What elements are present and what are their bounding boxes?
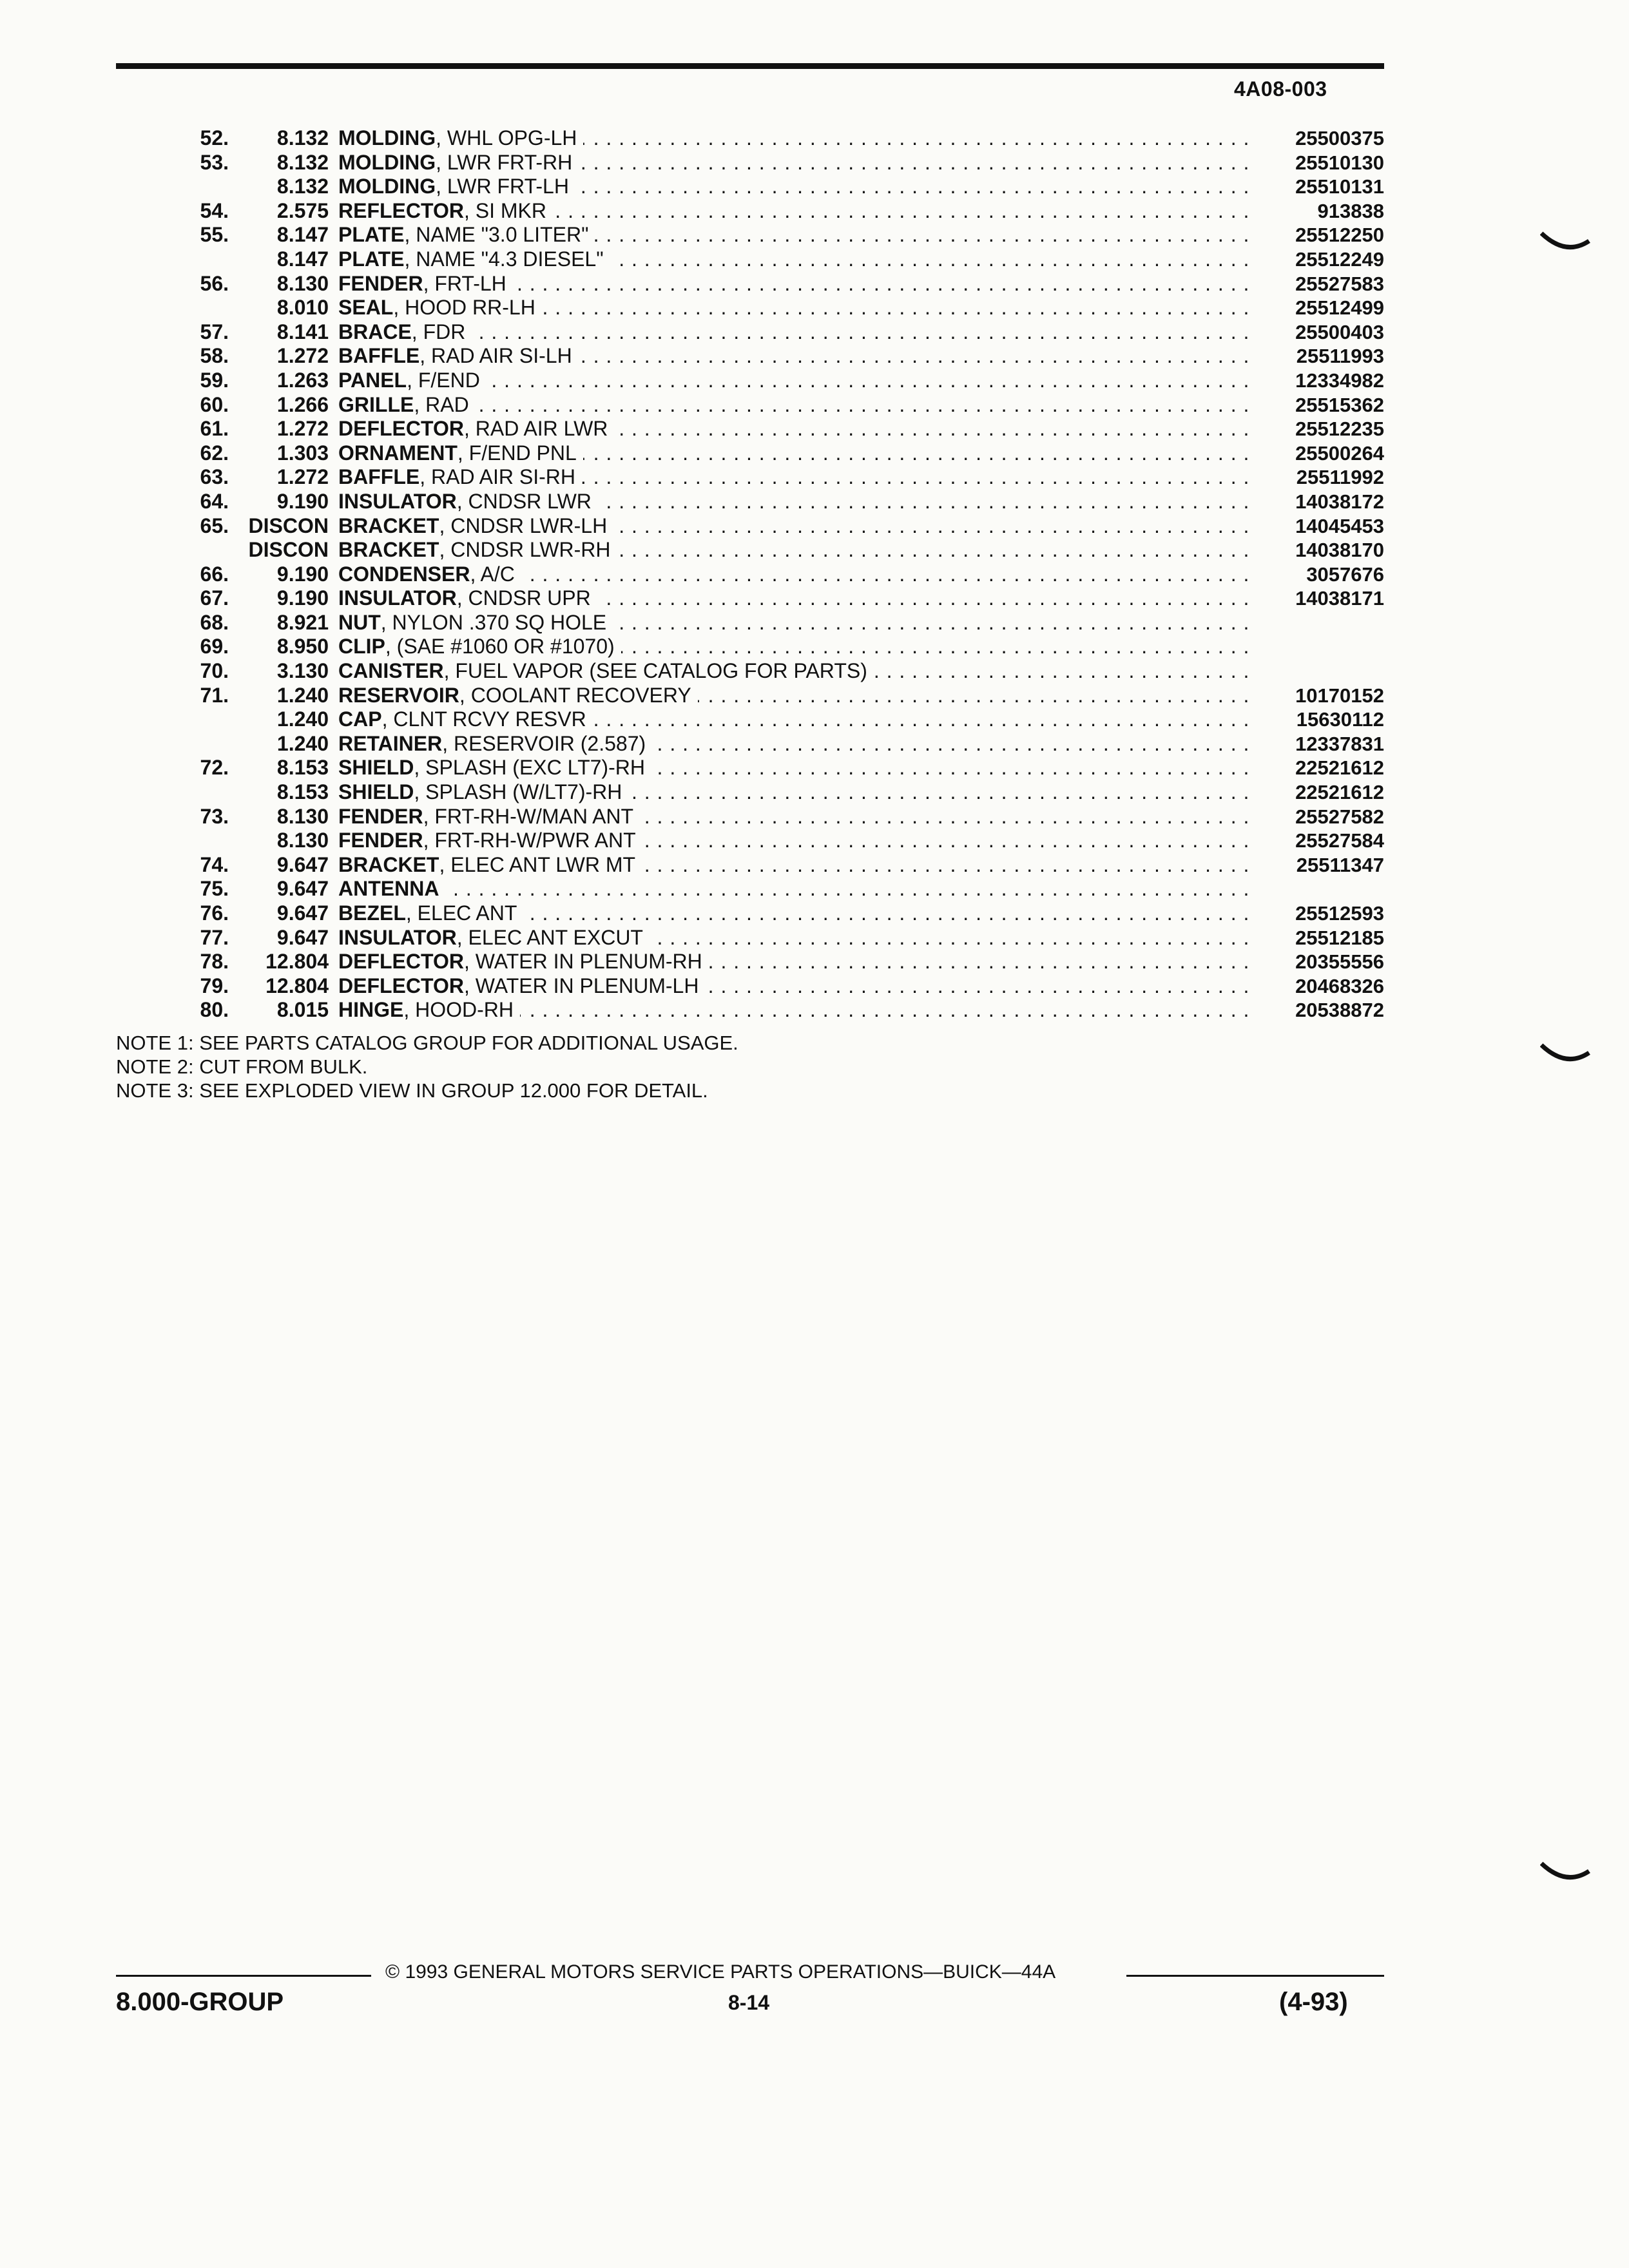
part-number: 25527583 xyxy=(1295,272,1384,295)
revision-date: (4-93) xyxy=(1279,1988,1348,2016)
part-modifier: , CNDSR LWR xyxy=(456,489,592,513)
part-description xyxy=(338,247,1248,272)
part-noun: CONDENSER xyxy=(338,562,470,586)
part-modifier: , HOOD RR-LH xyxy=(393,296,535,320)
part-number: 12337831 xyxy=(1295,732,1384,755)
group-number: 8.132 xyxy=(276,126,329,149)
footer-rule-left xyxy=(116,1975,371,1977)
item-number: 52. xyxy=(200,126,229,149)
part-description xyxy=(338,514,1248,539)
part-modifier: , CLNT RCVY RESVR xyxy=(381,707,586,731)
part-noun: MOLDING xyxy=(338,126,436,149)
part-number: 25512499 xyxy=(1295,296,1384,320)
group-number: 1.272 xyxy=(276,417,329,441)
top-rule xyxy=(116,63,1384,69)
group-number: 12.804 xyxy=(265,974,329,997)
item-number: 61. xyxy=(200,417,229,441)
part-noun: INSULATOR xyxy=(338,489,457,513)
part-description xyxy=(338,926,1248,950)
item-number: 57. xyxy=(200,320,229,343)
part-description xyxy=(338,586,1248,611)
item-number: 68. xyxy=(200,610,229,634)
item-number: 64. xyxy=(200,489,229,513)
group-label: 8.000-GROUP xyxy=(116,1988,284,2016)
part-description xyxy=(338,732,1248,756)
part-description xyxy=(338,393,1248,418)
part-modifier: , NYLON .370 SQ HOLE xyxy=(380,610,607,634)
part-noun: PANEL xyxy=(338,368,407,392)
item-number: 55. xyxy=(200,223,229,247)
part-noun: BRACKET xyxy=(338,514,439,537)
part-noun: FENDER xyxy=(338,804,423,828)
group-number: 1.263 xyxy=(276,368,329,392)
group-number: 9.190 xyxy=(276,489,329,513)
group-number: 8.153 xyxy=(276,756,329,780)
table-row xyxy=(116,926,1384,950)
part-description xyxy=(338,780,1248,805)
part-number: 14038170 xyxy=(1295,539,1384,562)
part-modifier: , ELEC ANT EXCUT xyxy=(456,925,643,949)
part-noun: SHIELD xyxy=(338,756,414,780)
part-noun: ANTENNA xyxy=(338,877,439,901)
part-modifier: , FDR xyxy=(411,320,466,343)
part-number: 25500264 xyxy=(1295,441,1384,465)
group-number: 9.647 xyxy=(276,901,329,925)
part-number: 25527582 xyxy=(1295,805,1384,828)
part-noun: CLIP xyxy=(338,635,385,658)
part-noun: BEZEL xyxy=(338,901,406,925)
part-number: 25527584 xyxy=(1295,829,1384,852)
part-description xyxy=(338,659,1248,684)
item-number: 58. xyxy=(200,344,229,368)
page-number: 8-14 xyxy=(728,1991,770,2014)
part-noun: CANISTER xyxy=(338,659,444,683)
group-number: DISCON xyxy=(248,538,329,562)
part-noun: BRACE xyxy=(338,320,412,343)
item-number: 73. xyxy=(200,804,229,828)
note-line: NOTE 2: CUT FROM BULK. xyxy=(116,1055,368,1078)
part-modifier: , COOLANT RECOVERY xyxy=(459,683,691,707)
table-row xyxy=(116,586,1384,611)
part-number: 14038171 xyxy=(1295,587,1384,610)
group-number: 8.130 xyxy=(276,829,329,852)
item-number: 67. xyxy=(200,586,229,610)
part-description xyxy=(338,465,1248,490)
punch-mark xyxy=(1540,1856,1592,1888)
part-noun: FENDER xyxy=(338,271,423,295)
group-number: 1.266 xyxy=(276,392,329,416)
part-modifier: , CNDSR UPR xyxy=(456,586,591,610)
part-modifier: , SPLASH (W/LT7)-RH xyxy=(414,780,622,804)
table-row xyxy=(116,901,1384,926)
part-description xyxy=(338,707,1248,732)
table-row xyxy=(116,635,1384,659)
group-number: 9.647 xyxy=(276,877,329,901)
part-modifier: , (SAE #1060 OR #1070) xyxy=(385,635,615,658)
group-number: 8.147 xyxy=(276,247,329,271)
punch-mark xyxy=(1540,1037,1592,1070)
part-noun: REFLECTOR xyxy=(338,198,464,222)
part-modifier: , F/END xyxy=(407,368,480,392)
part-noun: INSULATOR xyxy=(338,925,457,949)
part-description xyxy=(338,126,1248,151)
part-number: 10170152 xyxy=(1295,684,1384,707)
part-modifier: , ELEC ANT xyxy=(405,901,517,925)
table-row xyxy=(116,829,1384,853)
part-modifier: , F/END PNL xyxy=(457,441,577,465)
table-row xyxy=(116,950,1384,974)
part-number: 25512593 xyxy=(1295,902,1384,925)
table-row xyxy=(116,562,1384,587)
item-number: 53. xyxy=(200,150,229,174)
part-description xyxy=(338,562,1248,587)
item-number: 70. xyxy=(200,659,229,683)
table-row xyxy=(116,247,1384,272)
item-number: 66. xyxy=(200,562,229,586)
part-description xyxy=(338,344,1248,369)
part-description xyxy=(338,950,1248,974)
part-noun: BAFFLE xyxy=(338,344,420,368)
part-noun: RETAINER xyxy=(338,731,443,755)
part-number: 25511993 xyxy=(1296,345,1384,368)
part-modifier: , SI MKR xyxy=(463,198,546,222)
notes-section xyxy=(116,1031,738,1102)
part-number: 25511347 xyxy=(1296,853,1384,876)
group-number: 8.950 xyxy=(276,635,329,658)
group-number: 12.804 xyxy=(265,950,329,974)
part-description xyxy=(338,223,1248,247)
table-row xyxy=(116,998,1384,1023)
group-number: 3.130 xyxy=(276,659,329,683)
part-modifier: , RAD xyxy=(414,392,469,416)
table-row xyxy=(116,296,1384,320)
part-number: 22521612 xyxy=(1295,781,1384,804)
item-number: 76. xyxy=(200,901,229,925)
part-modifier: , HOOD-RH xyxy=(403,998,514,1022)
item-number: 77. xyxy=(200,925,229,949)
table-row xyxy=(116,853,1384,878)
part-number: 20538872 xyxy=(1295,999,1384,1022)
part-modifier: , WATER IN PLENUM-RH xyxy=(463,950,702,974)
part-description xyxy=(338,974,1248,999)
part-noun: DEFLECTOR xyxy=(338,974,464,997)
table-row xyxy=(116,223,1384,247)
document-code: 4A08-003 xyxy=(1234,77,1327,101)
note-line: NOTE 3: SEE EXPLODED VIEW IN GROUP 12.000 FOR DETAIL. xyxy=(116,1079,708,1102)
part-modifier: , FRT-LH xyxy=(423,271,506,295)
table-row xyxy=(116,780,1384,805)
part-noun: ORNAMENT xyxy=(338,441,458,465)
part-modifier: , LWR FRT-RH xyxy=(436,150,573,174)
note-line: NOTE 1: SEE PARTS CATALOG GROUP FOR ADDITIONAL USAGE. xyxy=(116,1032,738,1054)
group-number: 8.010 xyxy=(276,296,329,320)
table-row xyxy=(116,514,1384,539)
part-noun: FENDER xyxy=(338,829,423,852)
part-number: 25500403 xyxy=(1295,320,1384,343)
item-number: 79. xyxy=(200,974,229,997)
part-noun: BRACKET xyxy=(338,538,439,562)
part-modifier: , WATER IN PLENUM-LH xyxy=(463,974,699,997)
table-row xyxy=(116,538,1384,562)
part-number: 25512250 xyxy=(1295,224,1384,247)
part-modifier: , RAD AIR SI-LH xyxy=(419,344,572,368)
part-noun: MOLDING xyxy=(338,175,436,198)
punch-mark xyxy=(1540,226,1592,258)
part-modifier: , LWR FRT-LH xyxy=(436,175,569,198)
table-row xyxy=(116,151,1384,175)
group-number: 8.015 xyxy=(276,998,329,1022)
item-number: 80. xyxy=(200,998,229,1022)
part-modifier: , RAD AIR SI-RH xyxy=(419,465,576,489)
part-modifier: , FUEL VAPOR (SEE CATALOG FOR PARTS) xyxy=(443,659,867,683)
table-row xyxy=(116,659,1384,684)
table-row xyxy=(116,877,1384,901)
part-noun: NUT xyxy=(338,610,381,634)
group-number: 8.141 xyxy=(276,320,329,343)
part-modifier: , ELEC ANT LWR MT xyxy=(439,852,636,876)
table-row xyxy=(116,756,1384,780)
part-number: 22521612 xyxy=(1295,756,1384,780)
group-number: 8.921 xyxy=(276,610,329,634)
table-row xyxy=(116,369,1384,393)
group-number: DISCON xyxy=(248,514,329,537)
part-noun: CAP xyxy=(338,707,382,731)
part-noun: BAFFLE xyxy=(338,465,420,489)
part-modifier: , RESERVOIR (2.587) xyxy=(442,731,646,755)
part-noun: SEAL xyxy=(338,296,394,320)
group-number: 8.130 xyxy=(276,804,329,828)
part-noun: MOLDING xyxy=(338,150,436,174)
part-number: 25512185 xyxy=(1295,926,1384,949)
part-description xyxy=(338,199,1248,224)
item-number: 63. xyxy=(200,465,229,489)
part-description xyxy=(338,320,1248,345)
part-description xyxy=(338,417,1248,441)
table-row xyxy=(116,732,1384,756)
group-number: 1.240 xyxy=(276,731,329,755)
part-noun: PLATE xyxy=(338,247,405,271)
part-description xyxy=(338,151,1248,175)
group-number: 9.647 xyxy=(276,925,329,949)
group-number: 9.190 xyxy=(276,562,329,586)
part-number: 25500375 xyxy=(1295,127,1384,149)
item-number: 69. xyxy=(200,635,229,658)
part-description xyxy=(338,998,1248,1023)
group-number: 8.147 xyxy=(276,223,329,247)
item-number: 65. xyxy=(200,514,229,537)
part-number: 25512235 xyxy=(1295,418,1384,441)
part-description xyxy=(338,635,1248,659)
table-row xyxy=(116,441,1384,466)
part-modifier: , SPLASH (EXC LT7)-RH xyxy=(414,756,645,780)
part-description xyxy=(338,901,1248,926)
group-number: 1.272 xyxy=(276,465,329,489)
table-row xyxy=(116,490,1384,514)
part-description xyxy=(338,805,1248,829)
part-description xyxy=(338,538,1248,562)
group-number: 1.272 xyxy=(276,344,329,368)
group-number: 1.240 xyxy=(276,683,329,707)
table-row xyxy=(116,320,1384,345)
part-description xyxy=(338,296,1248,320)
table-row xyxy=(116,611,1384,635)
table-row xyxy=(116,974,1384,999)
table-row xyxy=(116,175,1384,199)
part-description xyxy=(338,684,1248,708)
part-noun: BRACKET xyxy=(338,852,439,876)
part-noun: PLATE xyxy=(338,223,405,247)
part-modifier: , A/C xyxy=(470,562,515,586)
item-number: 62. xyxy=(200,441,229,465)
item-number: 71. xyxy=(200,683,229,707)
part-description xyxy=(338,829,1248,853)
part-number: 25510131 xyxy=(1295,175,1384,198)
group-number: 9.190 xyxy=(276,586,329,610)
table-row xyxy=(116,272,1384,296)
part-number: 20468326 xyxy=(1295,974,1384,997)
part-description xyxy=(338,490,1248,514)
group-number: 1.303 xyxy=(276,441,329,465)
part-noun: HINGE xyxy=(338,998,404,1022)
item-number: 75. xyxy=(200,877,229,901)
item-number: 54. xyxy=(200,198,229,222)
part-noun: INSULATOR xyxy=(338,586,457,610)
table-row xyxy=(116,465,1384,490)
part-number: 25512249 xyxy=(1295,247,1384,271)
group-number: 8.130 xyxy=(276,271,329,295)
item-number: 74. xyxy=(200,852,229,876)
part-number: 25511992 xyxy=(1296,466,1384,489)
part-description xyxy=(338,175,1248,199)
part-description xyxy=(338,877,1248,901)
part-noun: SHIELD xyxy=(338,780,414,804)
part-description xyxy=(338,756,1248,780)
table-row xyxy=(116,805,1384,829)
copyright-line: © 1993 GENERAL MOTORS SERVICE PARTS OPERATIONS—BUICK—44A xyxy=(385,1961,1056,1983)
item-number: 72. xyxy=(200,756,229,780)
item-number: 56. xyxy=(200,271,229,295)
part-description xyxy=(338,611,1248,635)
group-number: 8.132 xyxy=(276,175,329,198)
group-number: 9.647 xyxy=(276,852,329,876)
part-number: 14045453 xyxy=(1295,514,1384,537)
part-number: 3057676 xyxy=(1306,562,1384,586)
table-row xyxy=(116,393,1384,418)
part-modifier: , FRT-RH-W/PWR ANT xyxy=(423,829,636,852)
part-description xyxy=(338,853,1248,878)
part-modifier: , NAME "3.0 LITER" xyxy=(404,223,589,247)
part-description xyxy=(338,369,1248,393)
part-noun: GRILLE xyxy=(338,392,414,416)
group-number: 8.153 xyxy=(276,780,329,804)
part-modifier: , WHL OPG-LH xyxy=(436,126,577,149)
table-row xyxy=(116,126,1384,151)
footer-rule-right xyxy=(1126,1975,1384,1977)
part-description xyxy=(338,441,1248,466)
part-number: 25510130 xyxy=(1295,151,1384,174)
parts-list xyxy=(116,126,1384,1023)
part-modifier: , RAD AIR LWR xyxy=(463,417,608,441)
table-row xyxy=(116,344,1384,369)
part-modifier: , CNDSR LWR-RH xyxy=(439,538,611,562)
part-number: 20355556 xyxy=(1295,950,1384,974)
part-noun: DEFLECTOR xyxy=(338,950,464,974)
part-noun: RESERVOIR xyxy=(338,683,459,707)
group-number: 2.575 xyxy=(276,198,329,222)
table-row xyxy=(116,199,1384,224)
part-modifier: , CNDSR LWR-LH xyxy=(439,514,608,537)
group-number: 8.132 xyxy=(276,150,329,174)
part-number: 25515362 xyxy=(1295,393,1384,416)
part-number: 14038172 xyxy=(1295,490,1384,513)
item-number: 78. xyxy=(200,950,229,974)
group-number: 1.240 xyxy=(276,707,329,731)
part-number: 913838 xyxy=(1317,199,1384,222)
part-number: 15630112 xyxy=(1296,708,1384,731)
item-number: 59. xyxy=(200,368,229,392)
item-number: 60. xyxy=(200,392,229,416)
part-modifier: , NAME "4.3 DIESEL" xyxy=(404,247,604,271)
part-modifier: , FRT-RH-W/MAN ANT xyxy=(423,804,634,828)
table-row xyxy=(116,707,1384,732)
table-row xyxy=(116,684,1384,708)
part-description xyxy=(338,272,1248,296)
part-number: 12334982 xyxy=(1295,369,1384,392)
table-row xyxy=(116,417,1384,441)
part-noun: DEFLECTOR xyxy=(338,417,464,441)
